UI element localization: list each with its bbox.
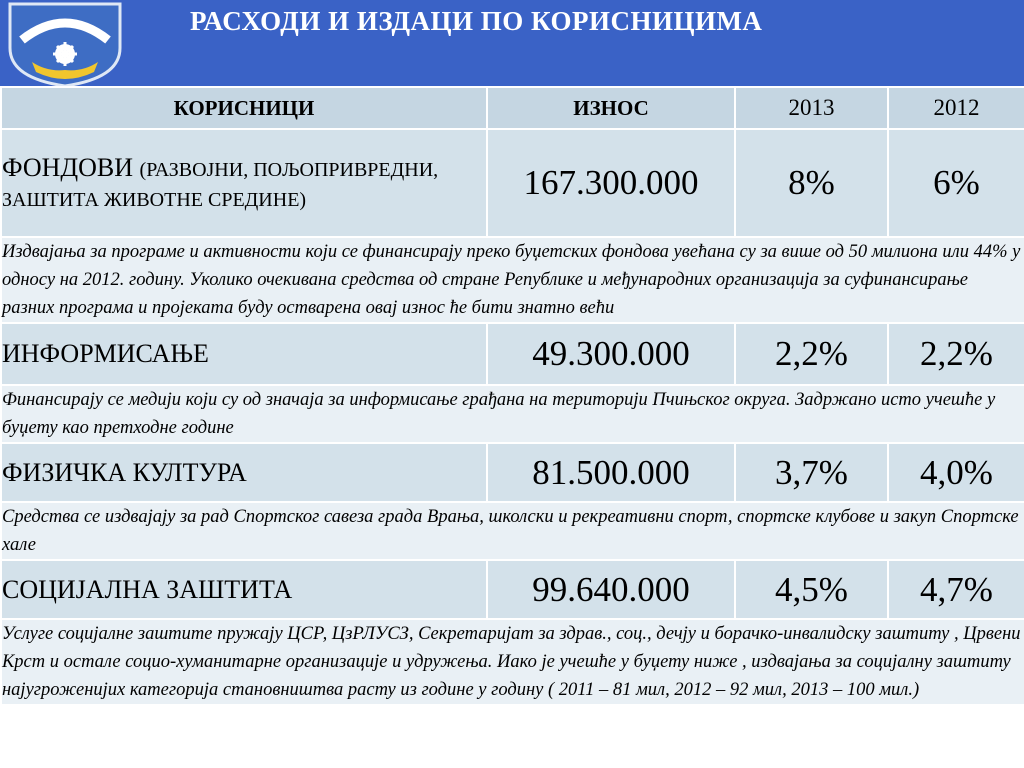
amount-cell: 49.300.000	[487, 323, 735, 385]
category-cell	[1, 323, 487, 385]
table-row	[1, 560, 1024, 619]
note-row	[1, 237, 1024, 323]
category-cell	[1, 560, 487, 619]
share-2012-cell: 4,7%	[888, 560, 1024, 619]
city-crest-icon	[2, 0, 128, 86]
category-name: ФОНДОВИ	[2, 153, 134, 183]
column-header-beneficiaries: КОРИСНИЦИ	[1, 87, 487, 129]
beneficiaries-table	[0, 86, 1024, 706]
share-2013-cell: 4,5%	[735, 560, 888, 619]
note-row	[1, 502, 1024, 560]
share-2013-cell: 3,7%	[735, 443, 888, 502]
page-title: РАСХОДИ И ИЗДАЦИ ПО КОРИСНИЦИМА	[190, 6, 763, 36]
share-2012-cell: 4,0%	[888, 443, 1024, 502]
amount-cell: 81.500.000	[487, 443, 735, 502]
note-text: Услуге социјалне заштите пружају ЦСР, ЦзРЛУСЗ, Секретаријат за здрав., соц., дечју и борачко-инвалидску заштиту , Црвени Крст и остале социо-хуманитарне организације и удружења. Иако је учешће у буџету ниже , издвајања за социјалну заштиту најугроженијих категорија становништва расту из године у годину ( 2011 – 81 мил, 2012 – 92 мил, 2013 – 100 мил.)	[1, 619, 1024, 705]
category-name: ФИЗИЧКА КУЛТУРА	[2, 457, 247, 487]
table-row	[1, 129, 1024, 237]
table-header-row	[1, 87, 1024, 129]
column-header-2012: 2012	[888, 87, 1024, 129]
column-header-amount: ИЗНОС	[487, 87, 735, 129]
category-cell	[1, 129, 487, 237]
table-row	[1, 323, 1024, 385]
column-header-2013: 2013	[735, 87, 888, 129]
share-2013-cell: 2,2%	[735, 323, 888, 385]
share-2012-cell: 6%	[888, 129, 1024, 237]
note-text: Финансирају се медији који су од значаја за информисање грађана на територији Пчињског округа. Задржано исто учешће у буџету као претходне године	[1, 385, 1024, 443]
table-row	[1, 443, 1024, 502]
category-cell	[1, 443, 487, 502]
category-subtitle: (РАЗВОЈНИ, ПОЉОПРИВРЕДНИ, ЗАШТИТА ЖИВОТНЕ СРЕДИНЕ)	[2, 159, 439, 211]
share-2013-cell: 8%	[735, 129, 888, 237]
amount-cell: 99.640.000	[487, 560, 735, 619]
note-row	[1, 385, 1024, 443]
share-2012-cell: 2,2%	[888, 323, 1024, 385]
note-row	[1, 619, 1024, 705]
slide-header	[0, 0, 1024, 86]
amount-cell: 167.300.000	[487, 129, 735, 237]
note-text: Издвајања за програме и активности који се финансирају преко буџетских фондова увећана су за више од 50 милиона или 44% у односу на 2012. годину. Уколико очекивана средства од стране Републике и међународних организација за суфинансирање разних програма и пројеката буду остварена овај износ ће бити знатно већи	[1, 237, 1024, 323]
category-name: СОЦИЈАЛНА ЗАШТИТА	[2, 574, 293, 604]
note-text: Средства се издвајају за рад Спортског савеза града Врања, школски и рекреативни спорт, спортске клубове и закуп Спортске хале	[1, 502, 1024, 560]
category-name: ИНФОРМИСАЊЕ	[2, 339, 209, 369]
